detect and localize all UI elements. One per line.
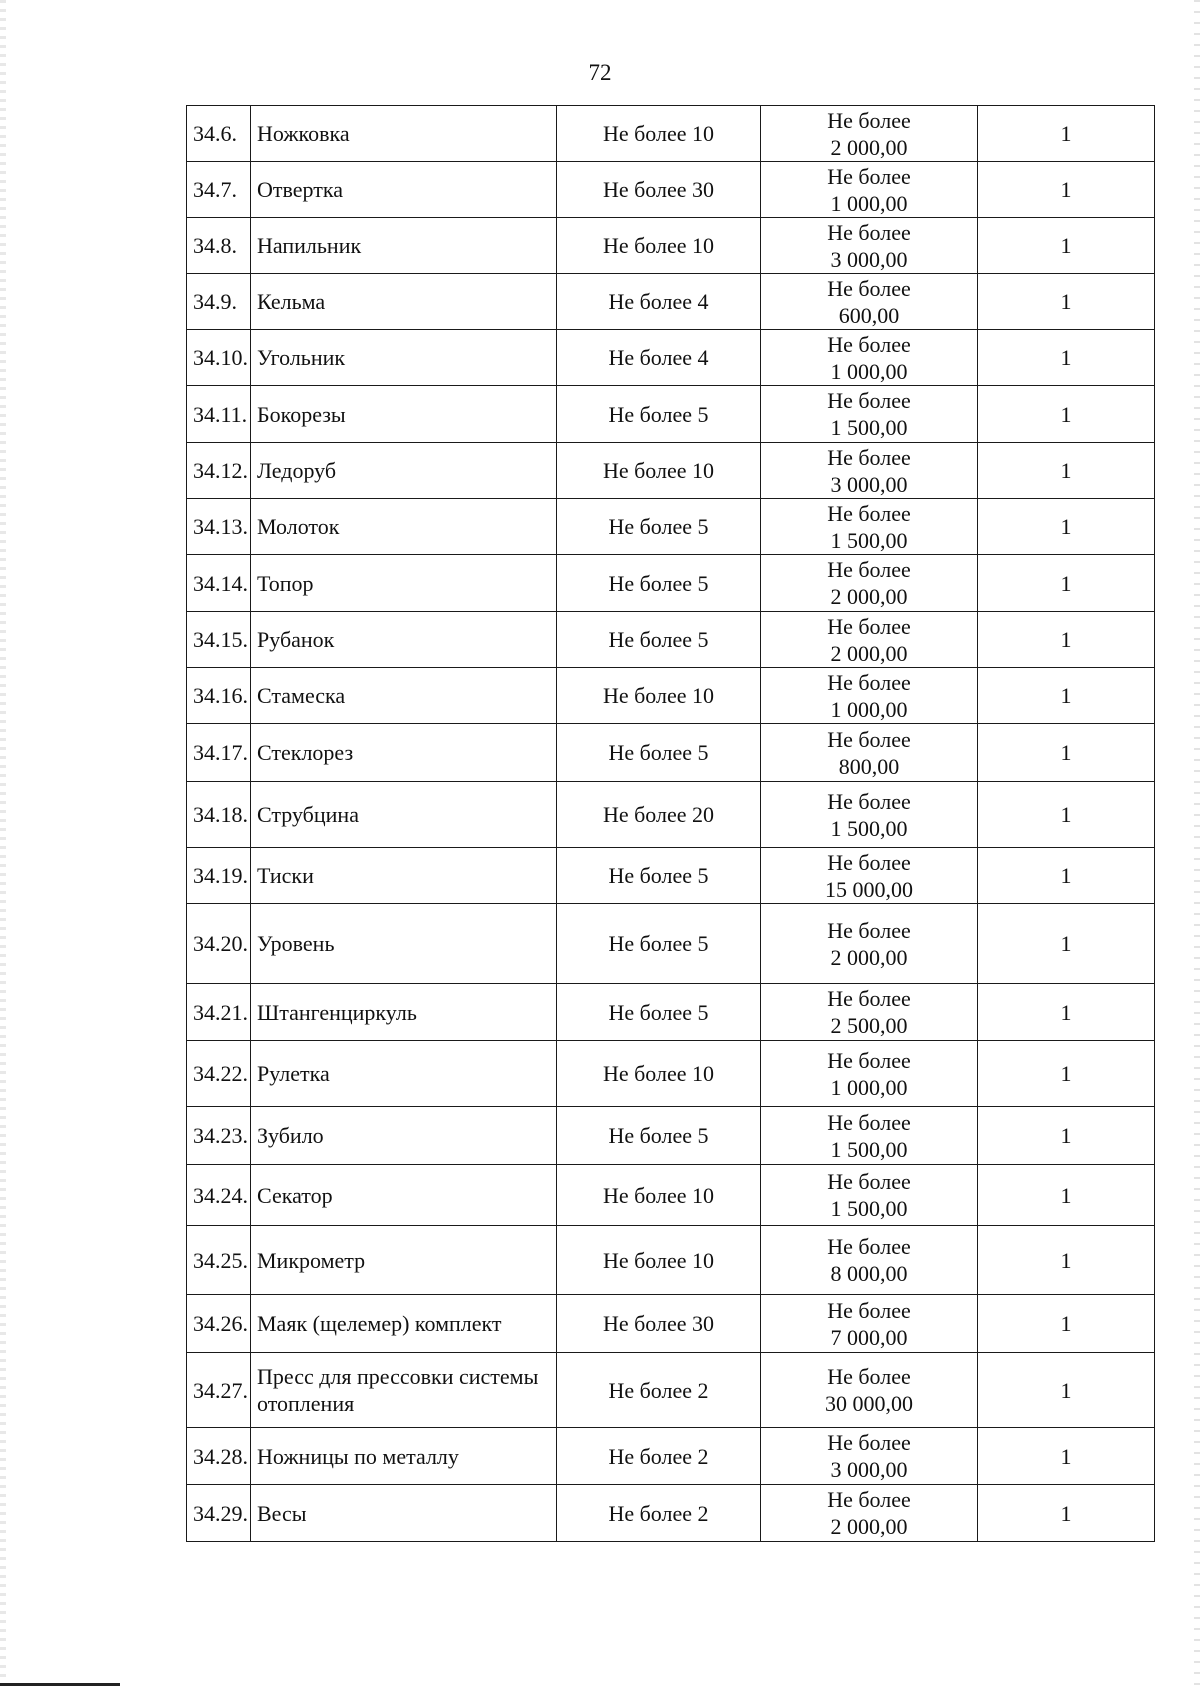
table-row bbox=[187, 162, 1155, 218]
item-price bbox=[761, 218, 978, 274]
row-number: 34.27. bbox=[187, 1353, 251, 1428]
row-number: 34.20. bbox=[187, 904, 251, 984]
item-price bbox=[761, 724, 978, 782]
item-price bbox=[761, 668, 978, 724]
price-label: Не более bbox=[827, 613, 911, 639]
row-number: 34.16. bbox=[187, 668, 251, 724]
row-number: 34.28. bbox=[187, 1428, 251, 1485]
item-quantity: Не более 2 bbox=[557, 1485, 761, 1542]
table-row bbox=[187, 106, 1155, 162]
price-label: Не более bbox=[827, 1297, 911, 1323]
item-quantity: Не более 10 bbox=[557, 443, 761, 499]
item-price bbox=[761, 848, 978, 904]
price-label: Не более bbox=[827, 557, 911, 582]
item-name: Ножницы по металлу bbox=[251, 1428, 557, 1485]
price-label: Не более bbox=[827, 726, 911, 752]
table-row bbox=[187, 1041, 1155, 1107]
row-number: 34.13. bbox=[187, 499, 251, 555]
row-number: 34.21. bbox=[187, 984, 251, 1041]
table-row bbox=[187, 904, 1155, 984]
price-label: Не более bbox=[827, 1364, 911, 1389]
item-name: Штангенциркуль bbox=[251, 984, 557, 1041]
item-period: 1 bbox=[978, 330, 1155, 386]
item-name: Отвертка bbox=[251, 162, 557, 218]
price-value: 3 000,00 bbox=[830, 1457, 908, 1482]
item-name: Топор bbox=[251, 555, 557, 612]
price-label: Не более bbox=[827, 1234, 911, 1259]
price-value: 2 500,00 bbox=[830, 1013, 908, 1038]
item-name: Секатор bbox=[251, 1165, 557, 1226]
item-quantity: Не более 4 bbox=[557, 274, 761, 330]
item-period: 1 bbox=[978, 106, 1155, 162]
price-label: Не более bbox=[827, 1430, 911, 1455]
item-period: 1 bbox=[978, 443, 1155, 499]
row-number: 34.26. bbox=[187, 1295, 251, 1353]
table-row bbox=[187, 668, 1155, 724]
row-number: 34.23. bbox=[187, 1107, 251, 1165]
row-number: 34.17. bbox=[187, 724, 251, 782]
table-row bbox=[187, 1485, 1155, 1542]
item-period: 1 bbox=[978, 1295, 1155, 1353]
item-quantity: Не более 5 bbox=[557, 724, 761, 782]
item-price bbox=[761, 1226, 978, 1295]
item-price bbox=[761, 1353, 978, 1428]
price-value: 15 000,00 bbox=[825, 876, 913, 902]
row-number: 34.12. bbox=[187, 443, 251, 499]
item-name: Зубило bbox=[251, 1107, 557, 1165]
item-name: Уровень bbox=[251, 904, 557, 984]
price-value: 2 000,00 bbox=[830, 134, 908, 160]
item-name: Весы bbox=[251, 1485, 557, 1542]
price-label: Не более bbox=[827, 1487, 911, 1512]
table-row bbox=[187, 386, 1155, 443]
item-price bbox=[761, 162, 978, 218]
item-quantity: Не более 5 bbox=[557, 904, 761, 984]
item-price bbox=[761, 1295, 978, 1353]
item-period: 1 bbox=[978, 274, 1155, 330]
price-label: Не более bbox=[827, 917, 911, 943]
price-value: 7 000,00 bbox=[830, 1324, 908, 1350]
table-row bbox=[187, 218, 1155, 274]
price-label: Не более bbox=[827, 986, 911, 1011]
item-quantity: Не более 10 bbox=[557, 1041, 761, 1107]
item-period: 1 bbox=[978, 1107, 1155, 1165]
item-period: 1 bbox=[978, 1485, 1155, 1542]
item-price bbox=[761, 555, 978, 612]
price-value: 3 000,00 bbox=[830, 471, 908, 497]
table-body bbox=[187, 106, 1155, 1542]
item-name: Пресс для прессовки системы отопления bbox=[251, 1353, 557, 1428]
table-row bbox=[187, 443, 1155, 499]
row-number: 34.19. bbox=[187, 848, 251, 904]
price-label: Не более bbox=[827, 388, 911, 413]
item-quantity: Не более 5 bbox=[557, 1107, 761, 1165]
item-quantity: Не более 10 bbox=[557, 668, 761, 724]
item-price bbox=[761, 274, 978, 330]
item-period: 1 bbox=[978, 848, 1155, 904]
item-period: 1 bbox=[978, 1428, 1155, 1485]
item-price bbox=[761, 499, 978, 555]
page-number: 72 bbox=[588, 60, 612, 85]
item-quantity: Не более 10 bbox=[557, 106, 761, 162]
price-value: 3 000,00 bbox=[830, 246, 908, 272]
table-row bbox=[187, 782, 1155, 848]
item-quantity: Не более 2 bbox=[557, 1428, 761, 1485]
item-period: 1 bbox=[978, 499, 1155, 555]
table-row bbox=[187, 848, 1155, 904]
table-row bbox=[187, 1428, 1155, 1485]
price-label: Не более bbox=[827, 107, 911, 133]
item-name: Микрометр bbox=[251, 1226, 557, 1295]
item-period: 1 bbox=[978, 668, 1155, 724]
item-name: Стамеска bbox=[251, 668, 557, 724]
price-value: 800,00 bbox=[838, 753, 900, 779]
price-value: 2 000,00 bbox=[830, 1514, 908, 1539]
price-value: 1 500,00 bbox=[830, 415, 908, 440]
item-price bbox=[761, 330, 978, 386]
row-number: 34.22. bbox=[187, 1041, 251, 1107]
price-value: 8 000,00 bbox=[830, 1261, 908, 1286]
price-label: Не более bbox=[827, 331, 911, 357]
item-period: 1 bbox=[978, 1353, 1155, 1428]
table-row bbox=[187, 1226, 1155, 1295]
price-label: Не более bbox=[827, 219, 911, 245]
price-label: Не более bbox=[827, 163, 911, 189]
price-label: Не более bbox=[827, 275, 911, 301]
item-name: Струбцина bbox=[251, 782, 557, 848]
item-name: Ножковка bbox=[251, 106, 557, 162]
item-quantity: Не более 5 bbox=[557, 386, 761, 443]
item-period: 1 bbox=[978, 1165, 1155, 1226]
price-value: 1 500,00 bbox=[830, 1196, 908, 1221]
table-row bbox=[187, 612, 1155, 668]
item-quantity: Не более 4 bbox=[557, 330, 761, 386]
item-name: Стеклорез bbox=[251, 724, 557, 782]
price-label: Не более bbox=[827, 788, 911, 814]
item-price bbox=[761, 1107, 978, 1165]
item-price bbox=[761, 1485, 978, 1542]
price-label: Не более bbox=[827, 669, 911, 695]
item-name: Рулетка bbox=[251, 1041, 557, 1107]
price-label: Не более bbox=[827, 444, 911, 470]
item-name: Тиски bbox=[251, 848, 557, 904]
item-price bbox=[761, 1165, 978, 1226]
item-quantity: Не более 5 bbox=[557, 984, 761, 1041]
item-name: Ледоруб bbox=[251, 443, 557, 499]
item-price bbox=[761, 904, 978, 984]
price-value: 2 000,00 bbox=[830, 944, 908, 970]
item-quantity: Не более 5 bbox=[557, 499, 761, 555]
item-quantity: Не более 10 bbox=[557, 218, 761, 274]
row-number: 34.24. bbox=[187, 1165, 251, 1226]
item-price bbox=[761, 1428, 978, 1485]
item-quantity: Не более 5 bbox=[557, 848, 761, 904]
item-name: Угольник bbox=[251, 330, 557, 386]
table-row bbox=[187, 330, 1155, 386]
item-period: 1 bbox=[978, 1041, 1155, 1107]
table-row bbox=[187, 555, 1155, 612]
item-quantity: Не более 30 bbox=[557, 1295, 761, 1353]
item-price bbox=[761, 984, 978, 1041]
row-number: 34.14. bbox=[187, 555, 251, 612]
item-name: Кельма bbox=[251, 274, 557, 330]
table-row bbox=[187, 274, 1155, 330]
item-period: 1 bbox=[978, 386, 1155, 443]
row-number: 34.15. bbox=[187, 612, 251, 668]
item-period: 1 bbox=[978, 555, 1155, 612]
scan-edge-left bbox=[0, 0, 6, 1686]
item-name: Рубанок bbox=[251, 612, 557, 668]
row-number: 34.25. bbox=[187, 1226, 251, 1295]
item-quantity: Не более 20 bbox=[557, 782, 761, 848]
price-value: 1 000,00 bbox=[830, 358, 908, 384]
item-period: 1 bbox=[978, 612, 1155, 668]
table-row bbox=[187, 984, 1155, 1041]
row-number: 34.29. bbox=[187, 1485, 251, 1542]
price-value: 2 000,00 bbox=[830, 640, 908, 666]
scan-edge-right bbox=[1194, 0, 1200, 1686]
item-price bbox=[761, 386, 978, 443]
item-price bbox=[761, 782, 978, 848]
item-name: Молоток bbox=[251, 499, 557, 555]
item-name: Напильник bbox=[251, 218, 557, 274]
item-period: 1 bbox=[978, 904, 1155, 984]
item-quantity: Не более 2 bbox=[557, 1353, 761, 1428]
row-number: 34.6. bbox=[187, 106, 251, 162]
item-price bbox=[761, 106, 978, 162]
item-period: 1 bbox=[978, 218, 1155, 274]
item-price bbox=[761, 612, 978, 668]
item-quantity: Не более 10 bbox=[557, 1226, 761, 1295]
table-row bbox=[187, 1295, 1155, 1353]
price-value: 600,00 bbox=[838, 302, 900, 328]
price-value: 2 000,00 bbox=[830, 584, 908, 609]
row-number: 34.7. bbox=[187, 162, 251, 218]
price-value: 1 000,00 bbox=[830, 696, 908, 722]
item-period: 1 bbox=[978, 1226, 1155, 1295]
item-quantity: Не более 10 bbox=[557, 1165, 761, 1226]
price-value: 1 000,00 bbox=[830, 1074, 908, 1100]
equipment-table bbox=[186, 105, 1155, 1542]
item-period: 1 bbox=[978, 162, 1155, 218]
item-quantity: Не более 5 bbox=[557, 612, 761, 668]
price-value: 1 500,00 bbox=[830, 815, 908, 841]
item-period: 1 bbox=[978, 724, 1155, 782]
item-name: Бокорезы bbox=[251, 386, 557, 443]
price-label: Не более bbox=[827, 1047, 911, 1073]
table-row bbox=[187, 1353, 1155, 1428]
row-number: 34.10. bbox=[187, 330, 251, 386]
item-quantity: Не более 30 bbox=[557, 162, 761, 218]
price-label: Не более bbox=[827, 1109, 911, 1135]
row-number: 34.18. bbox=[187, 782, 251, 848]
item-price bbox=[761, 443, 978, 499]
row-number: 34.9. bbox=[187, 274, 251, 330]
price-value: 1 000,00 bbox=[830, 190, 908, 216]
item-period: 1 bbox=[978, 782, 1155, 848]
item-name: Маяк (щелемер) комплект bbox=[251, 1295, 557, 1353]
price-value: 1 500,00 bbox=[830, 1136, 908, 1162]
price-value: 30 000,00 bbox=[825, 1391, 913, 1416]
table-row bbox=[187, 499, 1155, 555]
table-row bbox=[187, 724, 1155, 782]
table-row bbox=[187, 1165, 1155, 1226]
price-label: Не более bbox=[827, 849, 911, 875]
item-quantity: Не более 5 bbox=[557, 555, 761, 612]
row-number: 34.11. bbox=[187, 386, 251, 443]
table-row bbox=[187, 1107, 1155, 1165]
item-price bbox=[761, 1041, 978, 1107]
row-number: 34.8. bbox=[187, 218, 251, 274]
item-period: 1 bbox=[978, 984, 1155, 1041]
price-label: Не более bbox=[827, 1169, 911, 1194]
price-label: Не более bbox=[827, 500, 911, 526]
price-value: 1 500,00 bbox=[830, 527, 908, 553]
